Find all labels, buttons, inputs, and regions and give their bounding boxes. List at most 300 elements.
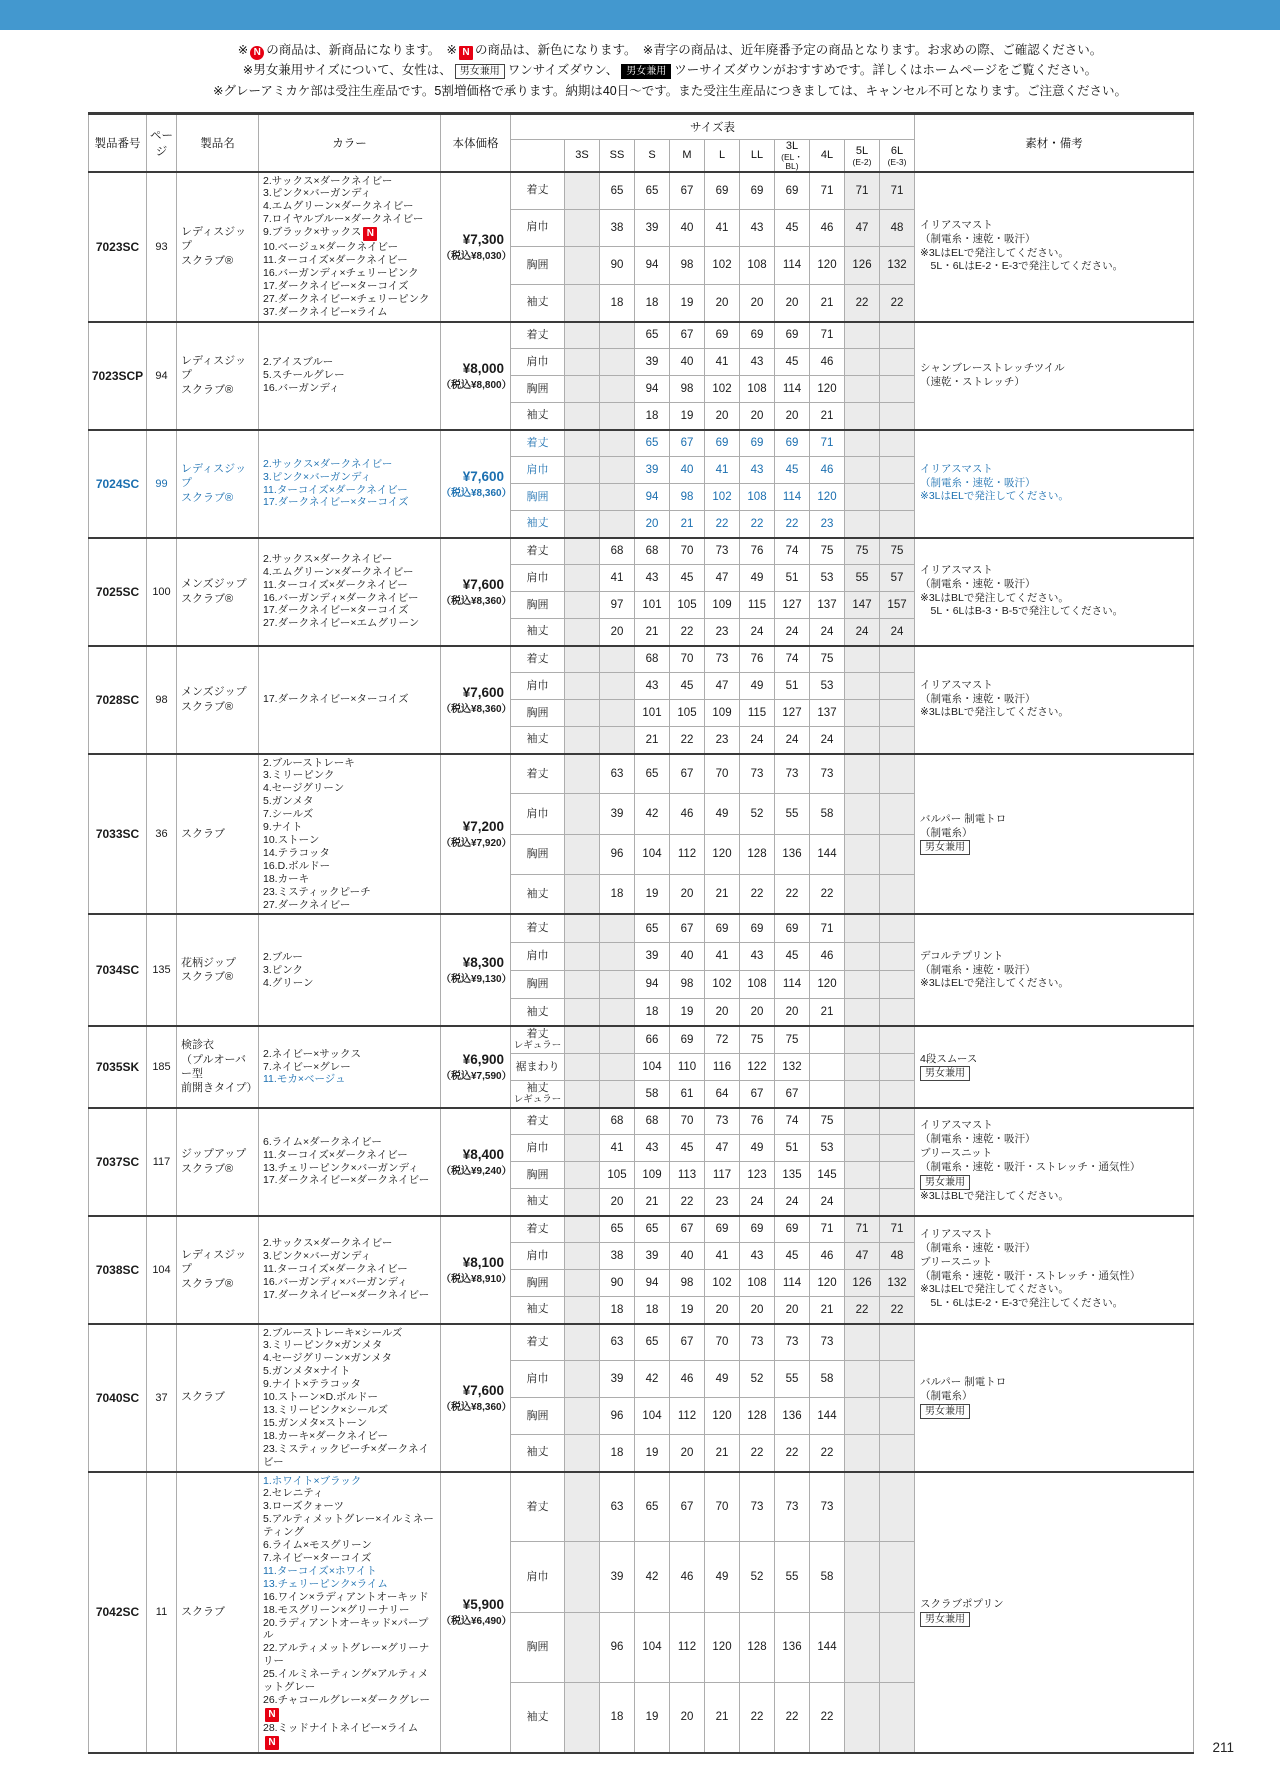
material-line: （速乾・ストレッチ） [920, 375, 1025, 388]
size-cell: 94 [635, 247, 670, 285]
size-cell: 64 [705, 1081, 740, 1108]
material-notes [915, 322, 1194, 430]
color-item: 2.サックス×ダークネイビー [263, 1237, 393, 1250]
size-cell: 18 [635, 403, 670, 430]
size-cell: 22 [670, 1189, 705, 1216]
size-cell: 120 [705, 1398, 740, 1435]
price-tax-included: （税込¥9,240） [441, 1165, 512, 1177]
price-tax-included: （税込¥8,360） [441, 595, 512, 607]
price [441, 430, 511, 538]
size-cell: 20 [600, 619, 635, 646]
size-row-label [511, 322, 565, 349]
size-cell: 132 [880, 247, 915, 285]
color-item: 14.テラコッタ [263, 846, 330, 859]
size-cell [880, 970, 915, 998]
product-name [177, 1108, 259, 1216]
size-cell: 40 [670, 942, 705, 970]
size-cell [565, 1270, 600, 1297]
size-cell: 65 [600, 1216, 635, 1243]
size-row-label [511, 484, 565, 511]
size-cell [600, 457, 635, 484]
size-row-label [511, 754, 565, 794]
color-item: 16.バーガンディ×バーガンディ [263, 1276, 408, 1289]
note-line [175, 60, 1165, 80]
size-cell: 144 [810, 834, 845, 874]
size-cell: 116 [705, 1054, 740, 1081]
color-item: 7.ネイビー×ターコイズ [263, 1551, 372, 1564]
size-cell [565, 1542, 600, 1612]
size-cell: 128 [740, 1612, 775, 1682]
size-cell: 22 [880, 284, 915, 322]
size-row-label [511, 1081, 565, 1108]
size-cell: 45 [670, 673, 705, 700]
size-cell: 46 [670, 794, 705, 834]
new-color-icon: N [363, 227, 377, 241]
size-cell: 24 [740, 619, 775, 646]
size-cell: 98 [670, 484, 705, 511]
size-cell: 58 [635, 1081, 670, 1108]
size-cell: 70 [705, 1324, 740, 1361]
product-name-line: スクラブ® [181, 700, 234, 713]
size-cell: 43 [635, 565, 670, 592]
size-cell: 40 [670, 209, 705, 247]
size-cell [565, 874, 600, 914]
size-row-label [511, 942, 565, 970]
col-header-size-M: M [670, 140, 705, 172]
new-color-icon: N [459, 46, 473, 60]
size-cell: 24 [775, 727, 810, 754]
size-cell [565, 511, 600, 538]
page-number: 98 [147, 646, 177, 754]
size-cell: 20 [705, 284, 740, 322]
size-cell: 22 [775, 511, 810, 538]
size-cell: 67 [740, 1081, 775, 1108]
top-accent-bar [0, 0, 1280, 30]
size-cell: 126 [845, 1270, 880, 1297]
size-cell [880, 673, 915, 700]
price-main: ¥5,900 [462, 1597, 504, 1613]
size-row-label-line: 着丈 [526, 544, 549, 557]
size-cell: 108 [740, 484, 775, 511]
size-cell [845, 874, 880, 914]
product-number: 7028SC [89, 646, 147, 754]
size-cell: 24 [740, 727, 775, 754]
material-line: 4段スムース [920, 1052, 978, 1065]
size-cell: 98 [670, 1270, 705, 1297]
size-row-label-line: 胸囲 [526, 598, 549, 611]
color-item: 10.ベージュ×ダークネイビー [263, 241, 399, 254]
size-cell: 49 [705, 1542, 740, 1612]
size-cell: 23 [705, 619, 740, 646]
size-cell [565, 970, 600, 998]
size-cell: 66 [635, 1026, 670, 1053]
size-cell: 46 [670, 1361, 705, 1398]
size-cell: 109 [705, 592, 740, 619]
color-item: 3.ピンク×バーガンディ [263, 470, 372, 483]
product-name-line: スクラブ® [181, 592, 234, 605]
size-cell [845, 511, 880, 538]
page-number: 185 [147, 1026, 177, 1107]
size-cell: 41 [600, 1135, 635, 1162]
size-cell: 23 [705, 727, 740, 754]
note-text: ※ [237, 43, 249, 57]
size-cell: 115 [740, 700, 775, 727]
color-item: 4.エムグリーン×ダークネイビー [263, 200, 414, 213]
size-cell [880, 942, 915, 970]
size-cell: 69 [705, 430, 740, 457]
size-cell: 51 [775, 673, 810, 700]
size-cell: 49 [740, 1135, 775, 1162]
product-block-7038SC [89, 1216, 1194, 1324]
size-cell [880, 1108, 915, 1135]
product-number: 7025SC [89, 538, 147, 646]
price [441, 754, 511, 915]
product-name-line: 検診衣 [181, 1039, 214, 1052]
size-row-label [511, 1542, 565, 1612]
size-cell [600, 700, 635, 727]
size-cell: 63 [600, 1472, 635, 1542]
size-cell: 51 [775, 565, 810, 592]
material-line: 5L・6LはE-2・E-3で発注してください。 [920, 260, 1124, 273]
size-cell: 18 [635, 1297, 670, 1324]
size-cell: 105 [670, 592, 705, 619]
size-cell: 126 [845, 247, 880, 285]
size-cell: 46 [810, 942, 845, 970]
color-item: 3.ピンク×バーガンディ [263, 187, 372, 200]
size-cell: 69 [775, 914, 810, 942]
size-cell: 22 [810, 874, 845, 914]
color-list [259, 1216, 441, 1324]
size-cell: 47 [705, 565, 740, 592]
size-cell [565, 457, 600, 484]
material-line: （制電糸・速乾・吸汗） [920, 692, 1036, 705]
size-row-label-line: 着丈 [526, 1114, 549, 1127]
size-cell: 112 [670, 834, 705, 874]
size-cell: 22 [845, 284, 880, 322]
size-cell [600, 914, 635, 942]
price-main: ¥7,200 [462, 819, 504, 834]
size-row-label-line: 袖丈 [526, 1195, 549, 1208]
size-cell: 38 [600, 209, 635, 247]
size-cell: 98 [670, 376, 705, 403]
material-line: （制電糸・速乾・吸汗） [920, 1133, 1036, 1146]
product-name [177, 430, 259, 538]
color-item: 5.アルティメットグレー×イルミネーティング [263, 1513, 434, 1539]
size-cell: 19 [635, 1435, 670, 1472]
size-cell [565, 349, 600, 376]
size-cell: 112 [670, 1398, 705, 1435]
size-cell [880, 1472, 915, 1542]
color-item: 6.ライム×ダークネイビー [263, 1135, 382, 1148]
size-row-label-line: 肩巾 [526, 1372, 549, 1385]
size-cell: 22 [845, 1297, 880, 1324]
size-cell: 67 [670, 322, 705, 349]
size-row-label [511, 349, 565, 376]
color-list [259, 1324, 441, 1472]
color-item: 11.ターコイズ×ダークネイビー [263, 1263, 408, 1276]
size-row-label [511, 1472, 565, 1542]
size-row-label [511, 430, 565, 457]
new-product-icon: N [250, 46, 264, 60]
size-cell [845, 1542, 880, 1612]
size-cell: 69 [670, 1026, 705, 1053]
size-row-label [511, 376, 565, 403]
size-row-label [511, 998, 565, 1026]
size-cell: 108 [740, 247, 775, 285]
color-item: 17.ダークネイビー×ターコイズ [263, 496, 409, 509]
size-cell [880, 998, 915, 1026]
size-cell: 69 [740, 430, 775, 457]
product-block-7042SC [89, 1472, 1194, 1753]
size-cell: 71 [810, 914, 845, 942]
size-row-label-line: 胸囲 [526, 847, 549, 860]
size-cell [880, 646, 915, 673]
size-cell: 65 [635, 1472, 670, 1542]
size-cell [845, 1081, 880, 1108]
size-cell: 73 [810, 754, 845, 794]
size-cell [845, 349, 880, 376]
material-line: （制電糸） [920, 1390, 973, 1403]
size-cell: 120 [705, 1612, 740, 1682]
size-cell: 46 [810, 1243, 845, 1270]
size-cell: 67 [670, 914, 705, 942]
size-cell [845, 794, 880, 834]
size-cell: 48 [880, 1243, 915, 1270]
size-cell: 71 [880, 172, 915, 210]
material-line: ※3LはELで発注してください。 [920, 490, 1069, 503]
size-cell: 71 [845, 1216, 880, 1243]
size-cell: 52 [740, 1361, 775, 1398]
size-cell [565, 1216, 600, 1243]
size-cell [880, 1682, 915, 1752]
size-cell: 137 [810, 700, 845, 727]
size-cell: 145 [810, 1162, 845, 1189]
size-row-label [511, 1189, 565, 1216]
size-cell: 128 [740, 1398, 775, 1435]
size-cell: 69 [775, 172, 810, 210]
product-block-7040SC [89, 1324, 1194, 1472]
col-header-material: 素材・備考 [915, 114, 1194, 172]
size-cell: 45 [775, 349, 810, 376]
size-cell: 69 [705, 1216, 740, 1243]
product-block-7035SK [89, 1026, 1194, 1107]
price-tax-included: （税込¥8,030） [441, 250, 512, 262]
size-cell: 20 [740, 998, 775, 1026]
product-name [177, 646, 259, 754]
color-item: 26.チャコールグレー×ダークグレーN [263, 1693, 430, 1720]
price [441, 1108, 511, 1216]
size-row-label-line: 肩巾 [526, 679, 549, 692]
size-cell: 108 [740, 376, 775, 403]
size-cell: 108 [740, 970, 775, 998]
product-name-line: メンズジップ [181, 686, 247, 699]
price [441, 1472, 511, 1753]
size-cell: 21 [810, 1297, 845, 1324]
note-text: ※グレーアミカケ部は受注生産品です。5割増価格で承ります。納期は40日～です。また受注生産品につきましては、キャンセル不可となります。ご注意ください。 [213, 83, 1127, 98]
size-cell [880, 457, 915, 484]
size-cell [600, 646, 635, 673]
size-cell: 73 [740, 754, 775, 794]
size-cell: 135 [775, 1162, 810, 1189]
size-cell: 75 [740, 1026, 775, 1053]
size-row-label-line: 袖丈 [526, 733, 549, 746]
size-row-label [511, 511, 565, 538]
size-cell [845, 1398, 880, 1435]
size-cell: 20 [600, 1189, 635, 1216]
note-text: ※男女兼用サイズについて、女性は、 [242, 63, 452, 78]
color-item: 16.ワイン×ラディアントオーキッド [263, 1590, 429, 1603]
size-cell: 19 [635, 874, 670, 914]
col-header-size-S: S [635, 140, 670, 172]
size-cell: 136 [775, 834, 810, 874]
size-row-label [511, 1682, 565, 1752]
col-header-size-5L: 5L (E-2) [845, 140, 880, 172]
note-text: ツーサイズダウンがおすすめです。詳しくはホームページをご覧ください。 [674, 63, 1098, 78]
size-cell: 69 [775, 430, 810, 457]
size-row-label-line: 胸囲 [526, 1409, 549, 1422]
size-cell: 123 [740, 1162, 775, 1189]
color-item: 17.ダークネイビー×ターコイズ [263, 279, 409, 292]
size-row-label-line: 着丈 [526, 184, 549, 197]
size-row-label [511, 1108, 565, 1135]
size-cell: 104 [635, 1054, 670, 1081]
size-row-label-line: 着丈 [526, 1500, 549, 1513]
material-line: 5L・6LはB-3・B-5で発注してください。 [920, 605, 1124, 618]
size-row-label [511, 619, 565, 646]
size-cell [845, 403, 880, 430]
size-row-label-line: 胸囲 [526, 258, 549, 271]
color-list [259, 646, 441, 754]
size-cell [880, 376, 915, 403]
size-cell [565, 1243, 600, 1270]
size-cell: 18 [635, 998, 670, 1026]
material-notes [915, 430, 1194, 538]
size-cell [565, 619, 600, 646]
size-cell [600, 1054, 635, 1081]
size-sub-label: (EL・BL) [781, 152, 803, 171]
product-table [88, 112, 1194, 1754]
size-cell [845, 1054, 880, 1081]
size-cell: 41 [705, 349, 740, 376]
new-color-icon: N [265, 1736, 279, 1750]
size-cell: 46 [810, 349, 845, 376]
size-cell: 55 [845, 565, 880, 592]
size-cell: 18 [600, 874, 635, 914]
size-cell: 49 [740, 565, 775, 592]
color-item: 7.ロイヤルブルー×ダークネイビー [263, 213, 424, 226]
color-item: 23.ミスティックピーチ×ダークネイビー [263, 1442, 429, 1468]
size-cell: 24 [810, 1189, 845, 1216]
size-cell [600, 998, 635, 1026]
color-item: 1.ホワイト×ブラック [263, 1474, 362, 1487]
col-header-price: 本体価格 [441, 114, 511, 172]
material-line [920, 1066, 1188, 1081]
product-name [177, 1216, 259, 1324]
size-cell: 53 [810, 1135, 845, 1162]
material-line: （制電糸・速乾・吸汗） [920, 232, 1036, 245]
size-cell: 69 [705, 914, 740, 942]
color-item: 11.ターコイズ×ダークネイビー [263, 254, 408, 267]
price [441, 1216, 511, 1324]
size-row-label [511, 538, 565, 565]
material-line: （制電糸・速乾・吸汗） [920, 476, 1036, 489]
size-cell: 52 [740, 1542, 775, 1612]
size-cell: 137 [810, 592, 845, 619]
product-name-line: スクラブ® [181, 971, 234, 984]
color-item: 17.ダークネイビー×ダークネイビー [263, 1174, 430, 1187]
color-list [259, 430, 441, 538]
size-cell: 147 [845, 592, 880, 619]
color-item: 3.ピンク [263, 963, 304, 976]
size-cell [845, 1435, 880, 1472]
size-row-label-line: 裾まわり [515, 1060, 560, 1073]
size-row-label-line: 着丈 [526, 1028, 549, 1041]
size-row-label-line: 肩巾 [526, 355, 549, 368]
product-name-line: スクラブ® [181, 1277, 234, 1290]
color-item: 18.カーキ×ダークネイビー [263, 1429, 388, 1442]
size-cell: 20 [740, 403, 775, 430]
size-row-label-line: 袖丈 [526, 296, 549, 309]
size-cell: 65 [600, 172, 635, 210]
material-line: ※3LはBLで発注してください。 [920, 591, 1069, 604]
col-header-size-4L: 4L [810, 140, 845, 172]
size-cell: 114 [775, 376, 810, 403]
product-name-line: メンズジップ [181, 578, 247, 591]
size-cell [565, 754, 600, 794]
size-cell [845, 727, 880, 754]
price [441, 172, 511, 322]
size-cell: 53 [810, 565, 845, 592]
size-cell: 76 [740, 538, 775, 565]
size-cell: 45 [775, 457, 810, 484]
price [441, 914, 511, 1026]
size-cell [565, 403, 600, 430]
size-cell: 21 [635, 619, 670, 646]
color-item: 16.D.ボルドー [263, 859, 331, 872]
price [441, 322, 511, 430]
size-cell: 40 [670, 1243, 705, 1270]
size-cell [565, 565, 600, 592]
product-name [177, 172, 259, 322]
product-number: 7034SC [89, 914, 147, 1026]
size-cell: 74 [775, 538, 810, 565]
size-row-label-line: 袖丈 [526, 1303, 549, 1316]
product-number: 7023SC [89, 172, 147, 322]
size-row-label-line: 着丈 [526, 922, 549, 935]
size-cell: 71 [810, 1216, 845, 1243]
size-cell: 39 [635, 209, 670, 247]
size-cell: 39 [635, 942, 670, 970]
size-cell: 74 [775, 1108, 810, 1135]
size-cell [600, 376, 635, 403]
size-cell: 67 [670, 172, 705, 210]
size-row-label [511, 457, 565, 484]
size-cell: 55 [775, 1542, 810, 1612]
color-item: 4.エムグリーン×ダークネイビー [263, 565, 414, 578]
size-cell: 69 [740, 914, 775, 942]
size-cell [845, 1108, 880, 1135]
size-row-label [511, 403, 565, 430]
size-cell: 75 [880, 538, 915, 565]
size-cell: 73 [705, 538, 740, 565]
product-number: 7024SC [89, 430, 147, 538]
size-cell: 40 [670, 349, 705, 376]
size-cell [880, 1542, 915, 1612]
material-line: （制電糸・速乾・吸汗） [920, 577, 1036, 590]
size-cell: 43 [740, 942, 775, 970]
color-item: 11.ターコイズ×ホワイト [263, 1564, 377, 1577]
unisex-badge-solid: 男女兼用 [621, 64, 671, 79]
